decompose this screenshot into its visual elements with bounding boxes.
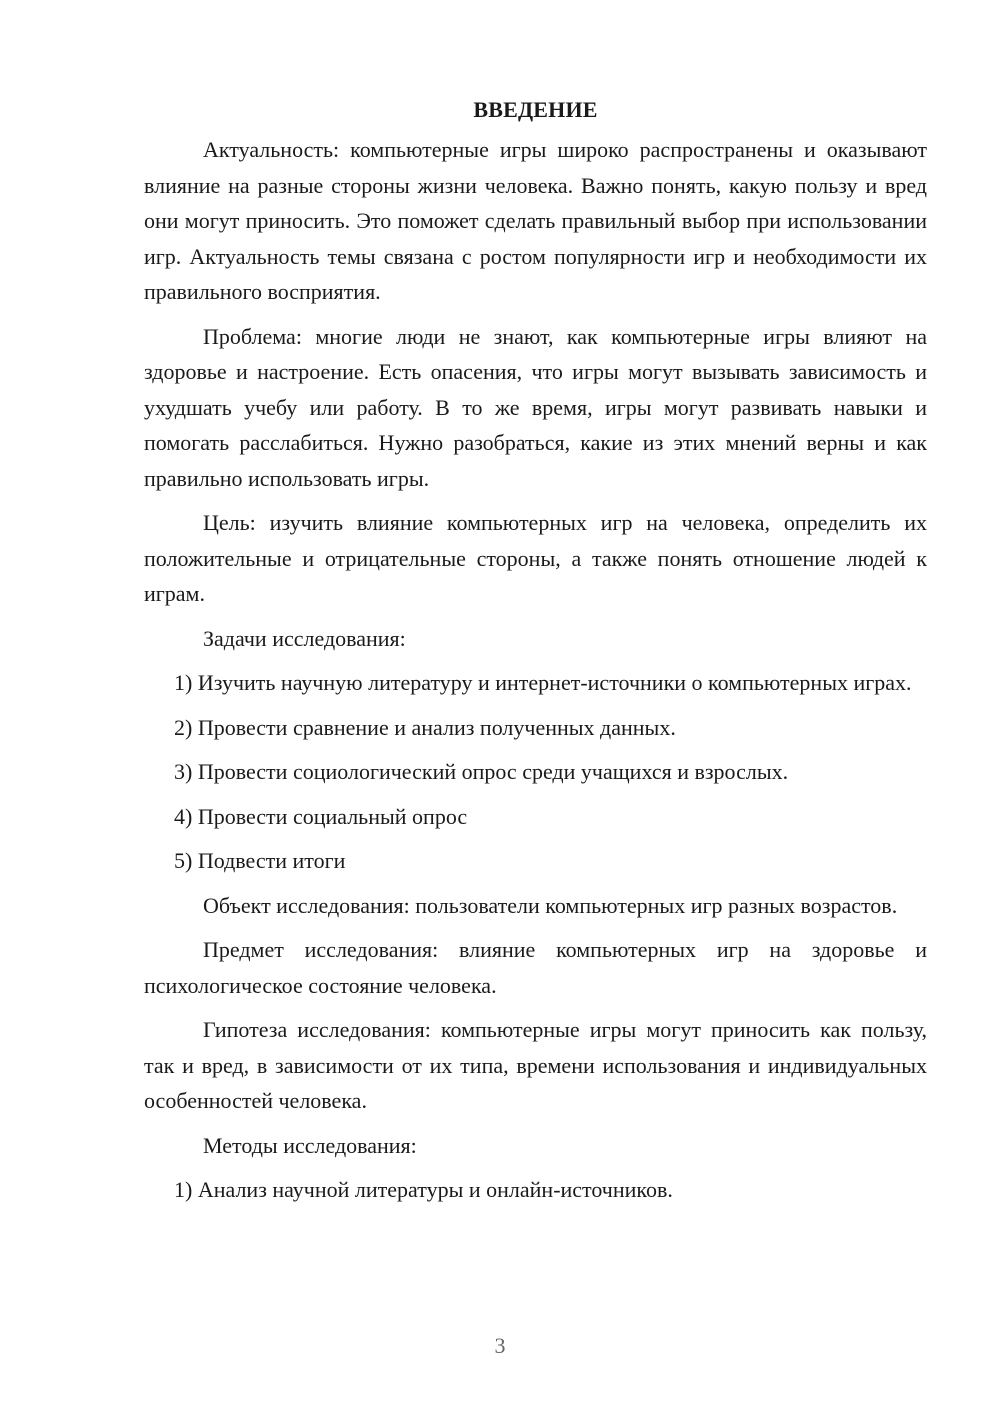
task-item-3: 3) Провести социологический опрос среди учащихся и взрослых. bbox=[174, 759, 789, 784]
hypothesis-paragraph: Гипотеза исследования: компьютерные игры могут приносить как пользу, так и вред, в зависимости от их типа, времени использования и индивидуальных особенностей человека. bbox=[144, 1017, 927, 1113]
section-title: ВВЕДЕНИЕ bbox=[473, 97, 598, 122]
task-item-4: 4) Провести социальный опрос bbox=[174, 803, 468, 829]
problem-paragraph: Проблема: многие люди не знают, как компьютерные игры влияют на здоровье и настроение. Есть опасения, что игры могут вызывать зависимость и ухудшать учебу или работу. В то же время, игры могут развивать навыки и помогать расслабиться. Нужно разобраться, какие из этих мнений верны и как правильно использовать игры. bbox=[144, 323, 927, 491]
task-item-2: 2) Провести сравнение и анализ полученных данных. bbox=[174, 714, 676, 740]
task-item-1: 1) Изучить научную литературу и интернет-источники о компьютерных играх. bbox=[174, 670, 912, 695]
relevance-paragraph: Актуальность: компьютерные игры широко распространены и оказывают влияние на разные стороны жизни человека. Важно понять, какую пользу и вред они могут приносить. Это поможет сделать правильный выбор при использовании игр. Актуальность темы связана с ростом популярности игр и необходимости их правильного восприятия. bbox=[144, 137, 927, 304]
subject-paragraph: Предмет исследования: влияние компьютерных игр на здоровье и психологическое состояние человека. bbox=[144, 937, 927, 998]
methods-heading: Методы исследования: bbox=[203, 1132, 417, 1158]
page-number: 3 bbox=[494, 1333, 506, 1358]
goal-paragraph: Цель: изучить влияние компьютерных игр на человека, определить их положительные и отрицательные стороны, а также понять отношение людей к играм. bbox=[144, 510, 927, 606]
task-item-5: 5) Подвести итоги bbox=[174, 848, 346, 873]
object-paragraph: Объект исследования: пользователи компьютерных игр разных возрастов. bbox=[203, 892, 898, 918]
tasks-heading: Задачи исследования: bbox=[203, 625, 406, 651]
method-item-1: 1) Анализ научной литературы и онлайн-источников. bbox=[174, 1177, 673, 1202]
document-page bbox=[144, 92, 927, 1217]
